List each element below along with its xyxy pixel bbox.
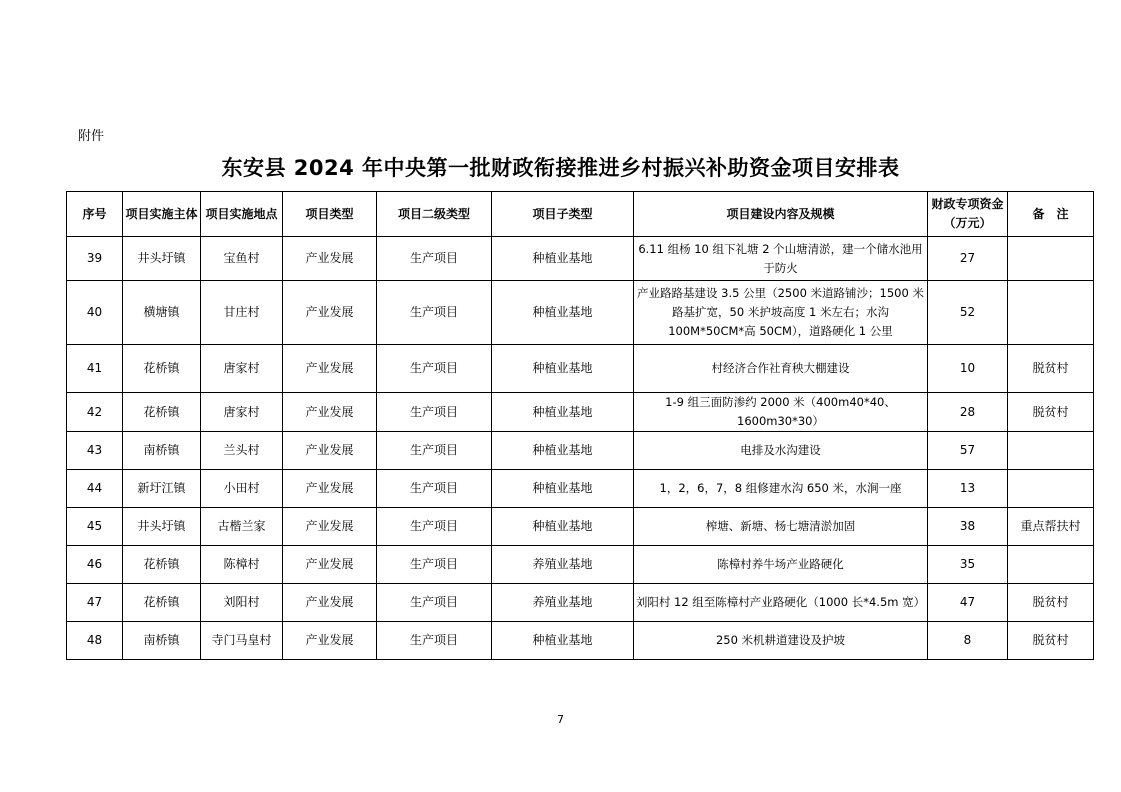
- cell-entity: 花桥镇: [123, 345, 201, 393]
- cell-subtype: 种植业基地: [492, 281, 634, 345]
- cell-funds: 28: [928, 393, 1008, 432]
- cell-content: 村经济合作社育秧大棚建设: [634, 345, 928, 393]
- cell-location: 宝鱼村: [201, 237, 283, 281]
- cell-secondary-type: 生产项目: [377, 508, 492, 546]
- cell-secondary-type: 生产项目: [377, 546, 492, 584]
- cell-seq: 43: [67, 432, 123, 470]
- table-row: [67, 432, 1094, 470]
- cell-subtype: 种植业基地: [492, 237, 634, 281]
- cell-content: 陈樟村养牛场产业路硬化: [634, 546, 928, 584]
- table-row: [67, 470, 1094, 508]
- cell-remarks: 脱贫村: [1008, 584, 1094, 622]
- cell-content: 榨塘、新塘、杨七塘清淤加固: [634, 508, 928, 546]
- cell-remarks: 脱贫村: [1008, 622, 1094, 660]
- cell-location: 古楷兰家: [201, 508, 283, 546]
- cell-remarks: [1008, 470, 1094, 508]
- cell-funds: 27: [928, 237, 1008, 281]
- cell-funds: 38: [928, 508, 1008, 546]
- table-header-row: [67, 192, 1094, 237]
- cell-location: 兰头村: [201, 432, 283, 470]
- header-entity: 项目实施主体: [123, 192, 201, 237]
- cell-type: 产业发展: [283, 281, 377, 345]
- cell-remarks: 重点帮扶村: [1008, 508, 1094, 546]
- cell-entity: 横塘镇: [123, 281, 201, 345]
- header-location: 项目实施地点: [201, 192, 283, 237]
- table-row: [67, 237, 1094, 281]
- cell-type: 产业发展: [283, 546, 377, 584]
- cell-secondary-type: 生产项目: [377, 584, 492, 622]
- table-row: [67, 281, 1094, 345]
- cell-location: 小田村: [201, 470, 283, 508]
- cell-seq: 48: [67, 622, 123, 660]
- cell-funds: 47: [928, 584, 1008, 622]
- cell-type: 产业发展: [283, 345, 377, 393]
- header-subtype: 项目子类型: [492, 192, 634, 237]
- cell-seq: 42: [67, 393, 123, 432]
- cell-location: 唐家村: [201, 393, 283, 432]
- cell-seq: 39: [67, 237, 123, 281]
- cell-location: 唐家村: [201, 345, 283, 393]
- table-row: [67, 508, 1094, 546]
- cell-type: 产业发展: [283, 508, 377, 546]
- cell-entity: 花桥镇: [123, 584, 201, 622]
- table-row: [67, 546, 1094, 584]
- cell-content: 电排及水沟建设: [634, 432, 928, 470]
- cell-content: 250 米机耕道建设及护坡: [634, 622, 928, 660]
- cell-entity: 南桥镇: [123, 622, 201, 660]
- cell-funds: 52: [928, 281, 1008, 345]
- table-row: [67, 622, 1094, 660]
- cell-remarks: [1008, 432, 1094, 470]
- header-content: 项目建设内容及规模: [634, 192, 928, 237]
- cell-location: 陈樟村: [201, 546, 283, 584]
- cell-secondary-type: 生产项目: [377, 470, 492, 508]
- cell-entity: 新圩江镇: [123, 470, 201, 508]
- table-row: [67, 345, 1094, 393]
- header-type: 项目类型: [283, 192, 377, 237]
- cell-seq: 44: [67, 470, 123, 508]
- project-table: [66, 191, 1094, 660]
- page-number: 7: [557, 713, 564, 726]
- cell-entity: 井头圩镇: [123, 237, 201, 281]
- cell-type: 产业发展: [283, 393, 377, 432]
- cell-type: 产业发展: [283, 584, 377, 622]
- document-title: 东安县 2024 年中央第一批财政衔接推进乡村振兴补助资金项目安排表: [221, 156, 900, 180]
- cell-seq: 41: [67, 345, 123, 393]
- cell-subtype: 养殖业基地: [492, 546, 634, 584]
- attachment-label: 附件: [78, 129, 105, 144]
- cell-type: 产业发展: [283, 622, 377, 660]
- cell-type: 产业发展: [283, 432, 377, 470]
- cell-type: 产业发展: [283, 470, 377, 508]
- cell-location: 甘庄村: [201, 281, 283, 345]
- table-row: [67, 584, 1094, 622]
- cell-type: 产业发展: [283, 237, 377, 281]
- cell-location: 寺门马皇村: [201, 622, 283, 660]
- header-secondary-type: 项目二级类型: [377, 192, 492, 237]
- cell-secondary-type: 生产项目: [377, 237, 492, 281]
- cell-content: 6.11 组杨 10 组下礼塘 2 个山塘清淤，建一个储水池用于防火: [634, 237, 928, 281]
- cell-subtype: 种植业基地: [492, 508, 634, 546]
- cell-remarks: 脱贫村: [1008, 345, 1094, 393]
- cell-content: 刘阳村 12 组至陈樟村产业路硬化（1000 长*4.5m 宽）: [634, 584, 928, 622]
- cell-subtype: 种植业基地: [492, 393, 634, 432]
- header-funds: 财政专项资金（万元）: [928, 192, 1008, 237]
- cell-content: 1，2，6，7，8 组修建水沟 650 米，水涧一座: [634, 470, 928, 508]
- cell-entity: 花桥镇: [123, 546, 201, 584]
- cell-funds: 35: [928, 546, 1008, 584]
- cell-content: 1-9 组三面防渗约 2000 米（400m40*40、1600m30*30）: [634, 393, 928, 432]
- cell-seq: 40: [67, 281, 123, 345]
- cell-entity: 南桥镇: [123, 432, 201, 470]
- cell-funds: 57: [928, 432, 1008, 470]
- cell-entity: 井头圩镇: [123, 508, 201, 546]
- cell-funds: 10: [928, 345, 1008, 393]
- cell-subtype: 种植业基地: [492, 622, 634, 660]
- cell-subtype: 种植业基地: [492, 432, 634, 470]
- cell-remarks: [1008, 237, 1094, 281]
- cell-subtype: 养殖业基地: [492, 584, 634, 622]
- cell-content: 产业路路基建设 3.5 公里（2500 米道路铺沙；1500 米路基扩宽，50 米护坡高度 1 米左右；水沟 100M*50CM*高 50CM），道路硬化 1 公里: [634, 281, 928, 345]
- cell-secondary-type: 生产项目: [377, 393, 492, 432]
- cell-funds: 13: [928, 470, 1008, 508]
- cell-seq: 45: [67, 508, 123, 546]
- cell-entity: 花桥镇: [123, 393, 201, 432]
- table-row: [67, 393, 1094, 432]
- cell-location: 刘阳村: [201, 584, 283, 622]
- cell-subtype: 种植业基地: [492, 470, 634, 508]
- cell-remarks: [1008, 281, 1094, 345]
- cell-remarks: 脱贫村: [1008, 393, 1094, 432]
- header-remarks: 备 注: [1008, 192, 1094, 237]
- cell-secondary-type: 生产项目: [377, 345, 492, 393]
- cell-secondary-type: 生产项目: [377, 281, 492, 345]
- header-seq: 序号: [67, 192, 123, 237]
- cell-secondary-type: 生产项目: [377, 432, 492, 470]
- cell-subtype: 种植业基地: [492, 345, 634, 393]
- cell-remarks: [1008, 546, 1094, 584]
- cell-seq: 47: [67, 584, 123, 622]
- cell-funds: 8: [928, 622, 1008, 660]
- cell-seq: 46: [67, 546, 123, 584]
- cell-secondary-type: 生产项目: [377, 622, 492, 660]
